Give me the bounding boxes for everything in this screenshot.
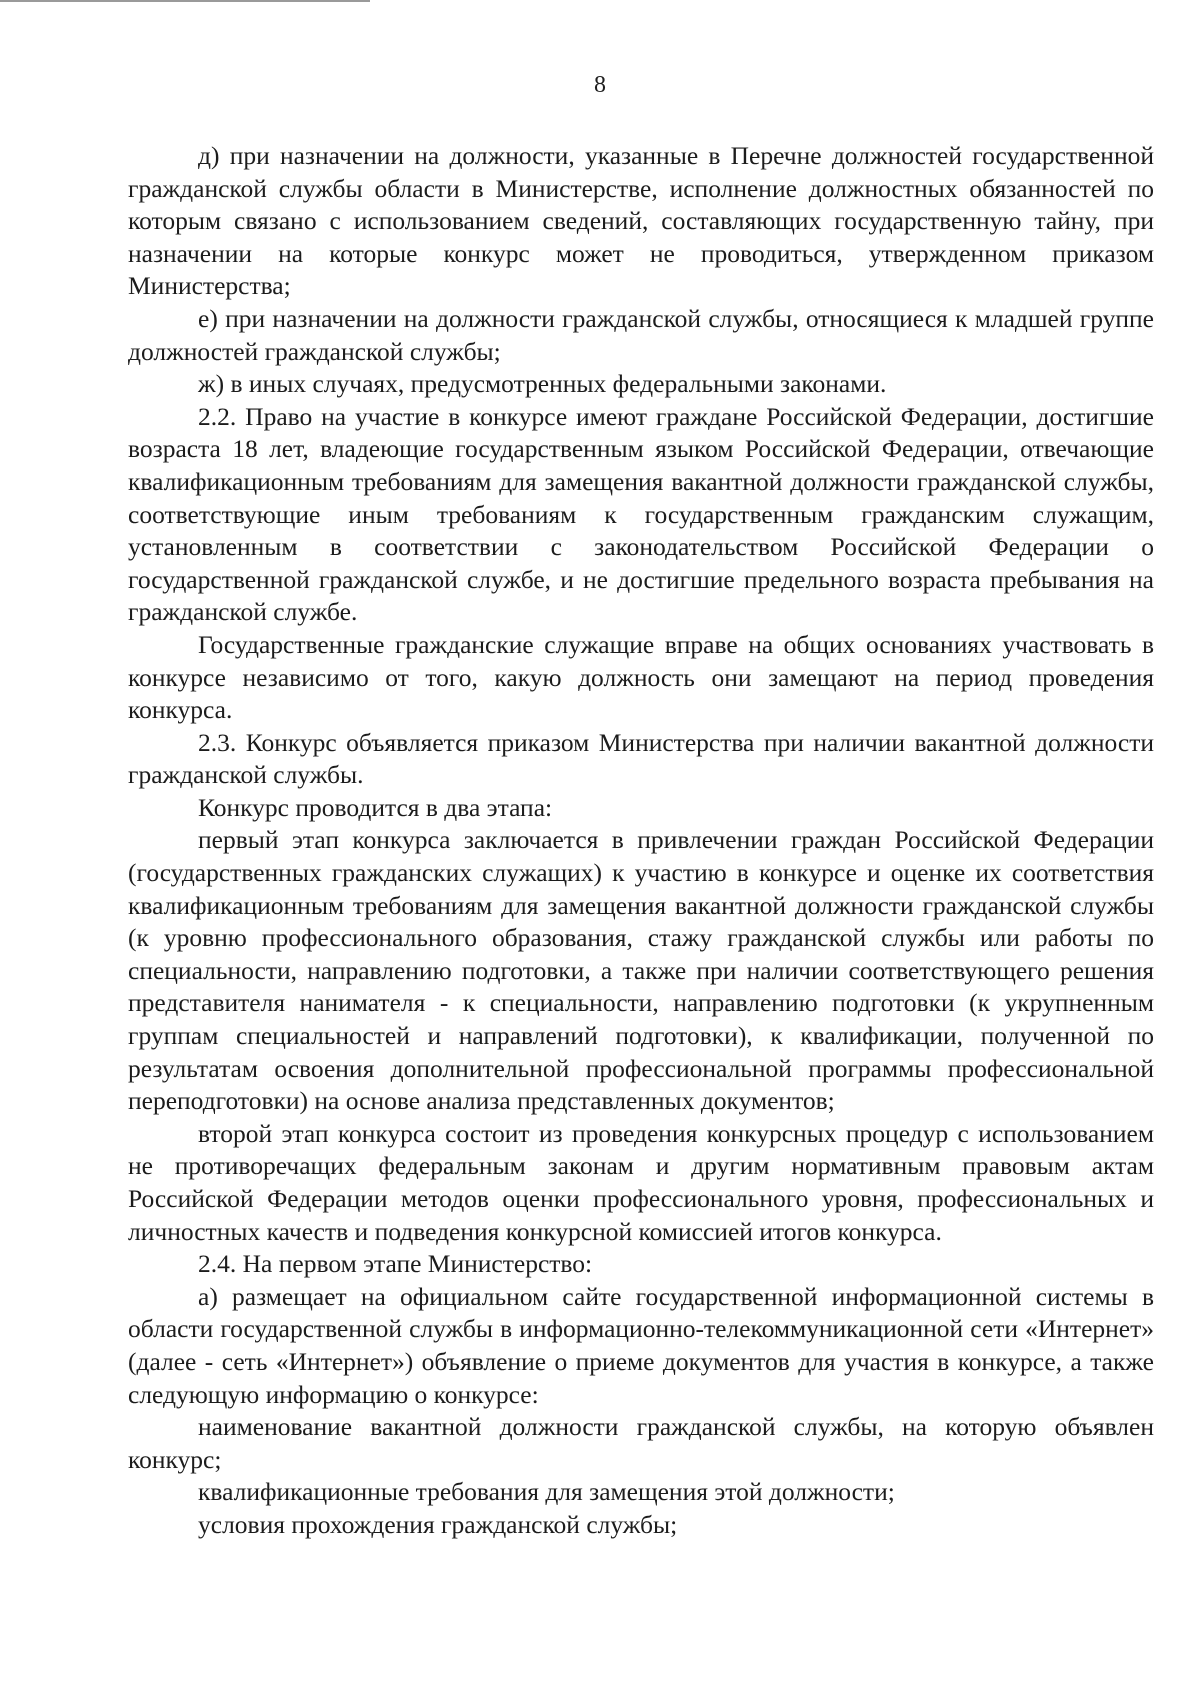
paragraph: первый этап конкурса заключается в привлечении граждан Российской Федерации (государственных гражданских служащих) к участию в конкурсе и оценке их соответствия квалификационным требованиям для замещения вакантной должности гражданской службы (к уровню профессионального образования, стажу гражданской службы или работы по специальности, направлению подготовки, а также при наличии соответствующего решения представителя нанимателя - к специальности, направлению подготовки (к укрупненным группам специальностей и направлений подготовки), к квалификации, полученной по результатам освоения дополнительной профессиональной программы профессиональной переподготовки) на основе анализа представленных документов; xyxy=(128,825,1154,1116)
paragraph: условия прохождения гражданской службы; xyxy=(198,1509,678,1539)
paragraph: 2.3. Конкурс объявляется приказом Министерства при наличии вакантной должности гражданской службы. xyxy=(128,727,1154,790)
paragraph: д) при назначении на должности, указанные в Перечне должностей государственной гражданской службы области в Министерстве, исполнение должностных обязанностей по которым связано с использованием сведений, составляющих государственную тайну, при назначении на которые конкурс может не проводиться, утвержденном приказом Министерства; xyxy=(128,141,1154,301)
paragraph: а) размещает на официальном сайте государственной информационной системы в области государственной службы в информационно-телекоммуникационной сети «Интернет» (далее - сеть «Интернет») объявление о приеме документов для участия в конкурсе, а также следующую информацию о конкурсе: xyxy=(128,1281,1154,1409)
paragraph: ж) в иных случаях, предусмотренных федеральными законами. xyxy=(198,369,887,399)
paragraph: 2.2. Право на участие в конкурсе имеют граждане Российской Федерации, достигшие возраста 18 лет, владеющие государственным языком Российской Федерации, отвечающие квалификационным требованиям для замещения вакантной должности гражданской службы, соответствующие иным требованиям к государственным гражданским служащим, установленным в соответствии с законодательством Российской Федерации о государственной гражданской службе, и не достигшие предельного возраста пребывания на гражданской службе. xyxy=(128,401,1154,627)
paragraph: наименование вакантной должности гражданской службы, на которую объявлен конкурс; xyxy=(128,1412,1154,1474)
paragraph: е) при назначении на должности гражданской службы, относящиеся к младшей группе должностей гражданской службы; xyxy=(128,303,1154,366)
paragraph: второй этап конкурса состоит из проведения конкурсных процедур с использованием не противоречащих федеральным законам и другим нормативным правовым актам Российской Федерации методов оценки профессионального уровня, профессиональных и личностных качеств и подведения конкурсной комиссией итогов конкурса. xyxy=(128,1118,1154,1246)
body-text xyxy=(128,140,1154,1542)
paragraph: квалификационные требования для замещения этой должности; xyxy=(198,1477,895,1507)
scan-edge-line xyxy=(0,0,370,2)
paragraph: Государственные гражданские служащие вправе на общих основаниях участвовать в конкурсе независимо от того, какую должность они замещают на период проведения конкурса. xyxy=(128,629,1154,725)
page-number: 8 xyxy=(594,72,606,98)
paragraph: 2.4. На первом этапе Министерство: xyxy=(198,1249,593,1279)
paragraph: Конкурс проводится в два этапа: xyxy=(198,792,553,822)
